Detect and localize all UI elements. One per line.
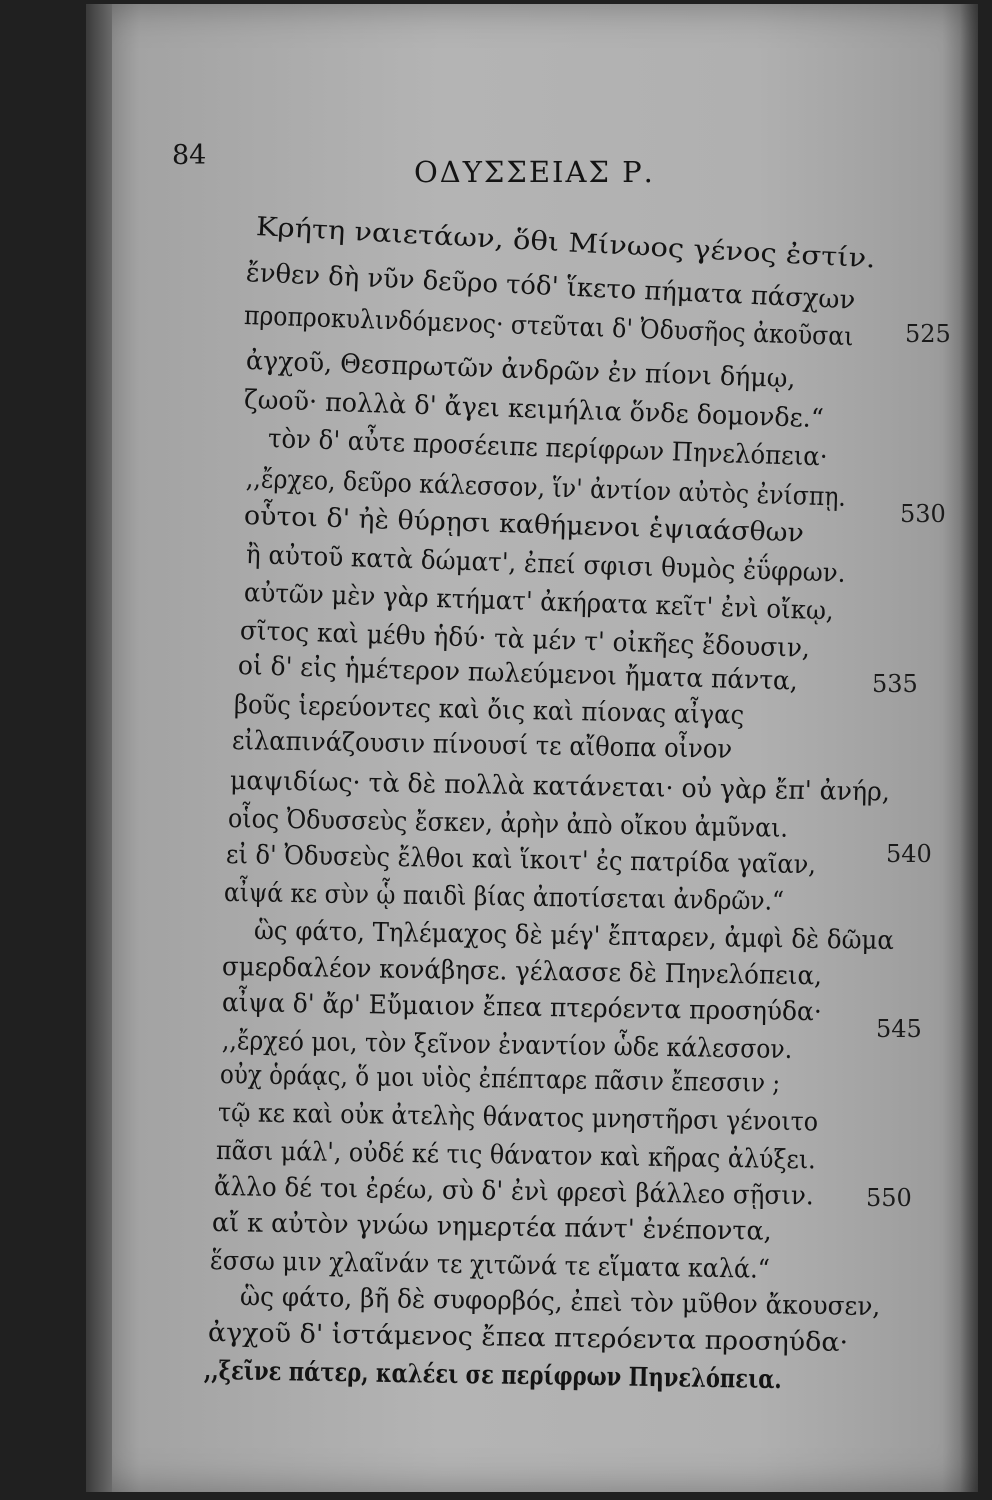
verse-line: μαψιδίως· τὰ δὲ πολλὰ κατάνεται· οὐ γὰρ ἔπ' ἀνήρ, [229, 766, 891, 808]
verse-line: οὐχ ὁράᾳς, ὅ μοι υἱὸς ἐπέπταρε πᾶσιν ἔπεσσιν ; [219, 1060, 781, 1099]
line-number: 530 [900, 500, 946, 528]
line-number: 535 [872, 670, 918, 698]
verse-line: αἶψά κε σὺν ᾧ παιδὶ βίας ἀποτίσεται ἀνδρῶν.“ [223, 878, 785, 917]
verse-line: ἢ αὐτοῦ κατὰ δώματ', ἐπεί σφισι θυμὸς ἐΰφρων. [245, 540, 846, 589]
page-header [0, 0, 992, 210]
verse-line: ὣς φάτο, Τηλέμαχος δὲ μέγ' ἔπταρεν, ἀμφὶ δὲ δῶμα [253, 916, 895, 957]
verse-line: ἄλλο δέ τοι ἐρέω, σὺ δ' ἐνὶ φρεσὶ βάλλεο σῇσιν. [213, 1172, 814, 1212]
verse-line: αἴ κ αὐτὸν γνώω νημερτέα πάντ' ἐνέποντα, [211, 1208, 772, 1247]
verse-line: ἕσσω μιν χλαῖνάν τε χιτῶνά τε εἵματα καλά.“ [209, 1246, 771, 1285]
verse-line: σῖτος καὶ μέθυ ἡδύ· τὰ μέν τ' οἰκῆες ἔδουσιν, [239, 616, 811, 664]
verse-line: ἔνθεν δὴ νῦν δεῦρο τόδ' ἵκετο πήματα πάσχων [245, 258, 856, 316]
verse-line: ζωοῦ· πολλὰ δ' ἄγει κειμήλια ὅνδε δομονδε.“ [243, 385, 825, 435]
verse-line: εἰλαπινάζουσιν πίνουσί τε αἴθοπα οἶνον [231, 726, 733, 765]
page-edge-shadow [960, 4, 978, 1492]
page-number: 84 [172, 140, 207, 171]
verse-line: σμερδαλέον κονάβησε. γέλασσε δὲ Πηνελόπεια, [221, 952, 823, 992]
verse-line: προπροκυλινδόμενος· στεῦται δ' Ὀδυσῆος ἀκοῦσαι [243, 301, 854, 353]
verse-line: πᾶσι μάλ', οὐδέ κέ τις θάνατον καὶ κῆρας ἀλύξει. [215, 1136, 816, 1176]
verse-line: τῷ κε καὶ οὐκ ἀτελὴς θάνατος μνηστῆρσι γένοιτο [217, 1098, 819, 1138]
verse-line: ἀγχοῦ, Θεσπρωτῶν ἀνδρῶν ἐν πίονι δήμῳ, [245, 346, 796, 395]
verse-line: Κρήτη ναιετάων, ὅθι Μίνωος γένος ἐστίν. [255, 212, 877, 275]
verse-line: εἰ δ' Ὀδυσεὺς ἔλθοι καὶ ἵκοιτ' ἐς πατρίδα γαῖαν, [225, 840, 817, 881]
verse-line: ,,ἔρχεο, δεῦρο κάλεσσον, ἵν' ἀντίον αὐτὸς ἐνίσπῃ. [245, 464, 847, 513]
verse-line: οὗτοι δ' ἠὲ θύρῃσι καθήμενοι ἑψιαάσθων [243, 501, 805, 549]
line-number: 550 [866, 1184, 912, 1212]
running-title: ΟΔΥΣΣΕΙΑΣ Ρ. [414, 155, 655, 189]
verse-line: οἱ δ' εἰς ἡμέτερον πωλεύμενοι ἤματα πάντα, [237, 651, 799, 697]
verse-line: τὸν δ' αὖτε προσέειπε περίφρων Πηνελόπεια· [267, 424, 828, 473]
verse-line: αὐτῶν μὲν γὰρ κτήματ' ἀκήρατα κεῖτ' ἐνὶ οἴκῳ, [243, 578, 835, 627]
book-binding [86, 4, 112, 1492]
verse-line: ἀγχοῦ δ' ἱστάμενος ἔπεα πτερόεντα προσηύδα· [207, 1318, 849, 1359]
line-number: 525 [905, 320, 951, 348]
line-number: 545 [876, 1015, 922, 1043]
line-number: 540 [886, 840, 932, 868]
verse-line: βοῦς ἱερεύοντες καὶ ὄις καὶ πίονας αἶγας [233, 690, 745, 731]
verse-line: οἷος Ὀδυσσεὺς ἔσκεν, ἀρὴν ἀπὸ οἴκου ἀμῦναι. [227, 804, 789, 844]
verse-line: ,,ἔρχεό μοι, τὸν ξεῖνον ἐναντίον ὧδε κάλεσσον. [221, 1026, 793, 1065]
verse-line: ὣς φάτο, βῆ δὲ συφορβός, ἐπεὶ τὸν μῦθον ἄκουσεν, [239, 1282, 881, 1323]
verse-line: ,,ξεῖνε πάτερ, καλέει σε περίφρων Πηνελόπεια. [203, 1356, 782, 1396]
verse-line: αἶψα δ' ἄρ' Εὔμαιον ἔπεα πτερόεντα προσηύδα· [221, 988, 822, 1028]
